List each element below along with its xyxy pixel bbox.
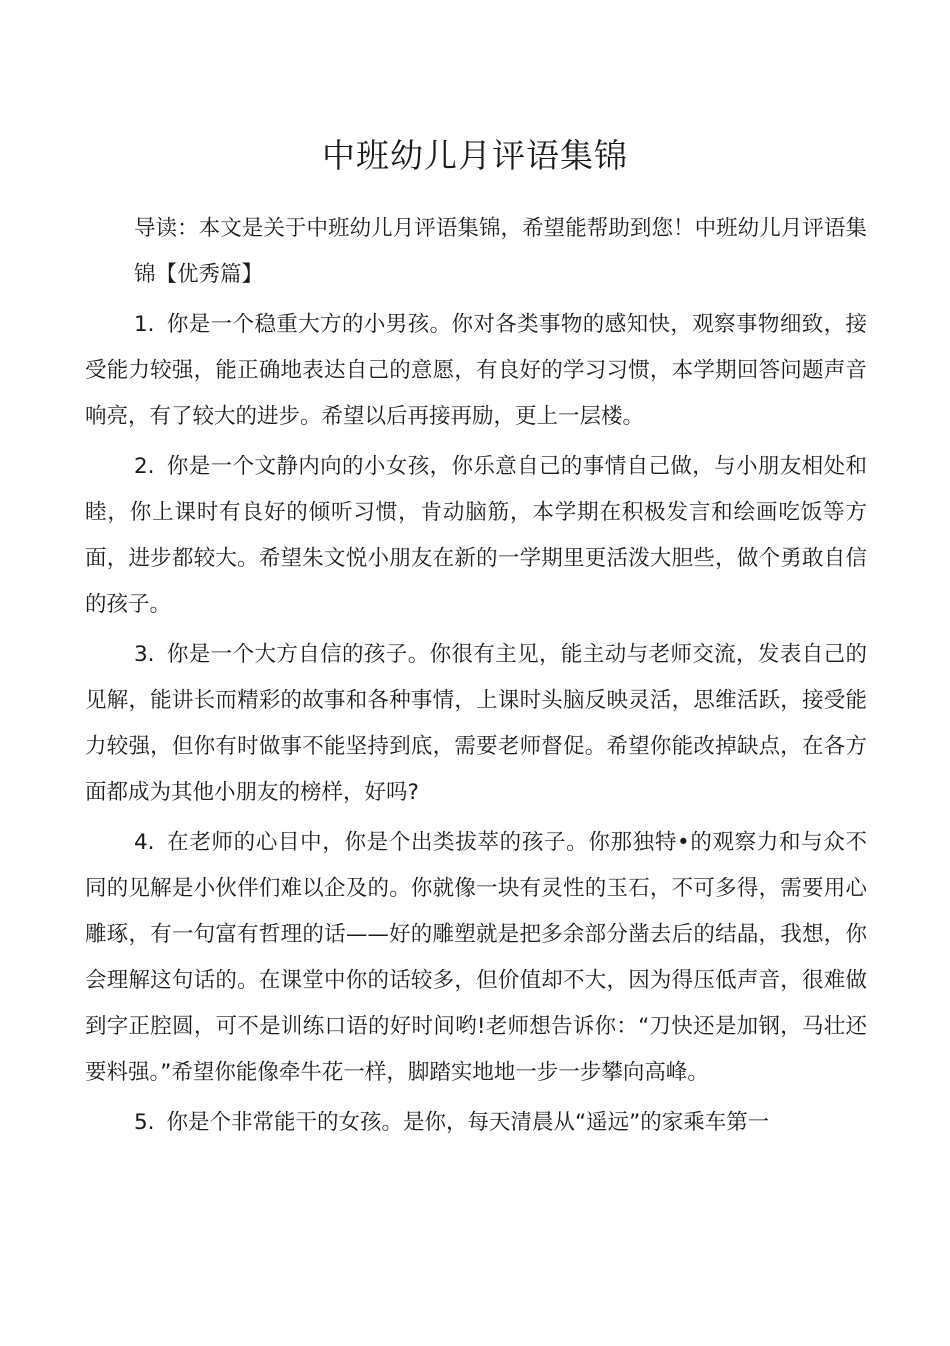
document-body xyxy=(85,206,867,1150)
comment-text: 你是一个文静内向的小女孩，你乐意自己的事情自己做，与小朋友相处和睦，你上课时有良好的倾听习惯，肯动脑筋，本学期在积极发言和绘画吃饭等方面，进步都较大。希望朱文悦小朋友在新的一学期里更活泼大胆些，做个勇敢自信的孩子。 xyxy=(85,454,867,617)
comment-paragraph-4 xyxy=(85,820,867,1096)
comment-text: 你是一个稳重大方的小男孩。你对各类事物的感知快，观察事物细致，接受能力较强，能正确地表达自己的意愿，有良好的学习习惯，本学期回答问题声音响亮，有了较大的进步。希望以后再接再励，更上一层楼。 xyxy=(85,312,867,429)
document-title: 中班幼儿月评语集锦 xyxy=(322,136,628,175)
comment-number: 4. xyxy=(134,830,155,855)
comment-paragraph-1 xyxy=(85,302,867,440)
intro-paragraph: 导读：本文是关于中班幼儿月评语集锦，希望能帮助到您！中班幼儿月评语集锦【优秀篇】 xyxy=(134,216,867,287)
comment-paragraph-5 xyxy=(85,1100,867,1146)
comment-paragraph-3 xyxy=(85,632,867,816)
comment-number: 2. xyxy=(134,454,155,479)
comment-text: 你是一个大方自信的孩子。你很有主见，能主动与老师交流，发表自己的见解，能讲长而精彩的故事和各种事情，上课时头脑反映灵活，思维活跃，接受能力较强，但你有时做事不能坚持到底，需要老师督促。希望你能改掉缺点，在各方面都成为其他小朋友的榜样，好吗? xyxy=(85,642,867,805)
comment-text: 你是个非常能干的女孩。是你，每天清晨从“遥远”的家乘车第一 xyxy=(166,1110,770,1135)
comment-paragraph-2 xyxy=(85,444,867,628)
comment-number: 1. xyxy=(134,312,155,337)
comment-number: 5. xyxy=(134,1110,155,1135)
comment-number: 3. xyxy=(134,642,155,667)
comment-text: 在老师的心目中，你是个出类拔萃的孩子。你那独特•的观察力和与众不同的见解是小伙伴们难以企及的。你就像一块有灵性的玉石，不可多得，需要用心雕琢，有一句富有哲理的话——好的雕塑就是把多余部分凿去后的结晶，我想，你会理解这句话的。在课堂中你的话较多，但价值却不大，因为得压低声音，很难做到字正腔圆，可不是训练口语的好时间哟!老师想告诉你：“刀快还是加钢，马壮还要料强。”希望你能像牵牛花一样，脚踏实地地一步一步攀向高峰。 xyxy=(85,830,867,1085)
